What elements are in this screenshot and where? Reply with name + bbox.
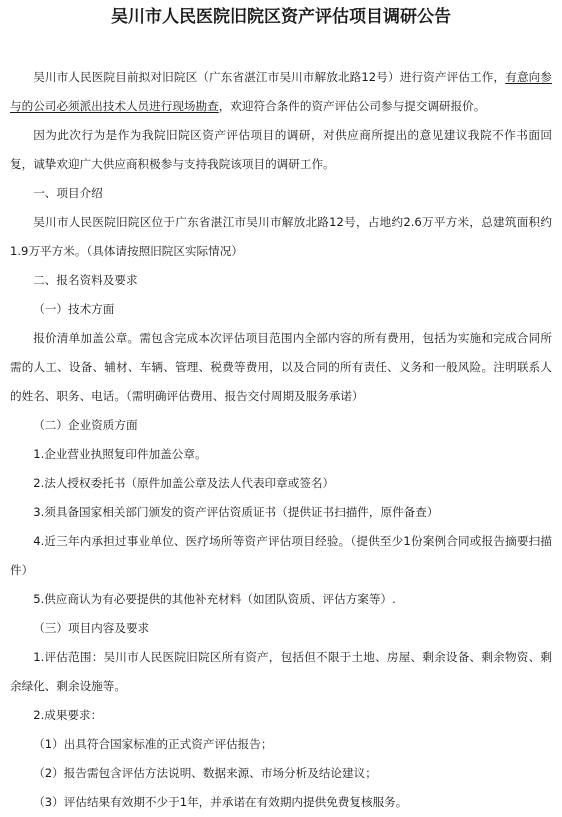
qualification-item: 3.须具备国家相关部门颁发的资产评估资质证书（提供证书扫描件，原件备查） <box>33 505 439 519</box>
section-1-heading: 一、项目介绍 <box>33 186 103 200</box>
intro-text-after: ，欢迎符合条件的资产评估公司参与提交调研报价。 <box>218 99 486 113</box>
project-intro-text: 吴川市人民医院旧院区位于广东省湛江市吴川市解放北路12号，占地约2.6万平方米，总建筑面积约1.9万平方米。（具体请按照旧院区实际情况） <box>10 215 552 258</box>
tech-heading: （一）技术方面 <box>33 302 115 316</box>
page-title: 吴川市人民医院旧院区资产评估项目调研公告 <box>111 7 451 27</box>
qualification-item: 1.企业营业执照复印件加盖公章。 <box>33 447 207 461</box>
section-2-heading: 二、报名资料及要求 <box>33 273 138 287</box>
results-item: （1）出具符合国家标准的正式资产评估报告； <box>33 737 273 751</box>
qualification-heading: （二）企业资质方面 <box>33 418 138 432</box>
site-survey-requirement: 有意向参与的公司必须派出技术人员进行现场勘查 <box>10 70 552 113</box>
qualification-item: 5.供应商认为有必要提供的其他补充材料（如团队资质、评估方案等）. <box>33 592 396 606</box>
intro-text-before: 吴川市人民医院目前拟对旧院区（广东省湛江市吴川市解放北路12号）进行资产评估工作， <box>33 70 506 84</box>
qualification-item: 4.近三年内承担过事业单位、医疗场所等资产评估项目经验。（提供至少1份案例合同或报告摘要扫描件） <box>10 534 552 577</box>
results-item: （2）报告需包含评估方法说明、数据来源、市场分析及结论建议； <box>33 766 377 780</box>
qualification-item: 2.法人授权委托书（原件加盖公章及法人代表印章或签名） <box>33 476 335 490</box>
content-heading: （三）项目内容及要求 <box>33 621 150 635</box>
intro-paragraph-2: 因为此次行为是作为我院旧院区资产评估项目的调研，对供应商所提出的意见建议我院不作书面回复，诚挚欢迎广大供应商积极参与支持我院该项目的调研工作。 <box>10 128 552 171</box>
results-heading: 2.成果要求： <box>33 708 103 722</box>
evaluation-scope: 1.评估范围：吴川市人民医院旧院区所有资产，包括但不限于土地、房屋、剩余设备、剩余物资、剩余绿化、剩余设施等。 <box>10 650 552 693</box>
results-item: （3）评估结果有效期不少于1年，并承诺在有效期内提供免费复核服务。 <box>33 795 408 809</box>
tech-text: 报价清单加盖公章。需包含完成本次评估项目范围内全部内容的所有费用，包括为实施和完成合同所需的人工、设备、辅材、车辆、管理、税费等费用，以及合同的所有责任、义务和一般风险。注明联系人的姓名、职务、电话。（需明确评估费用、报告交付周期及服务承诺） <box>10 331 552 403</box>
announcement-body <box>10 63 552 817</box>
intro-paragraph-1 <box>10 63 552 121</box>
